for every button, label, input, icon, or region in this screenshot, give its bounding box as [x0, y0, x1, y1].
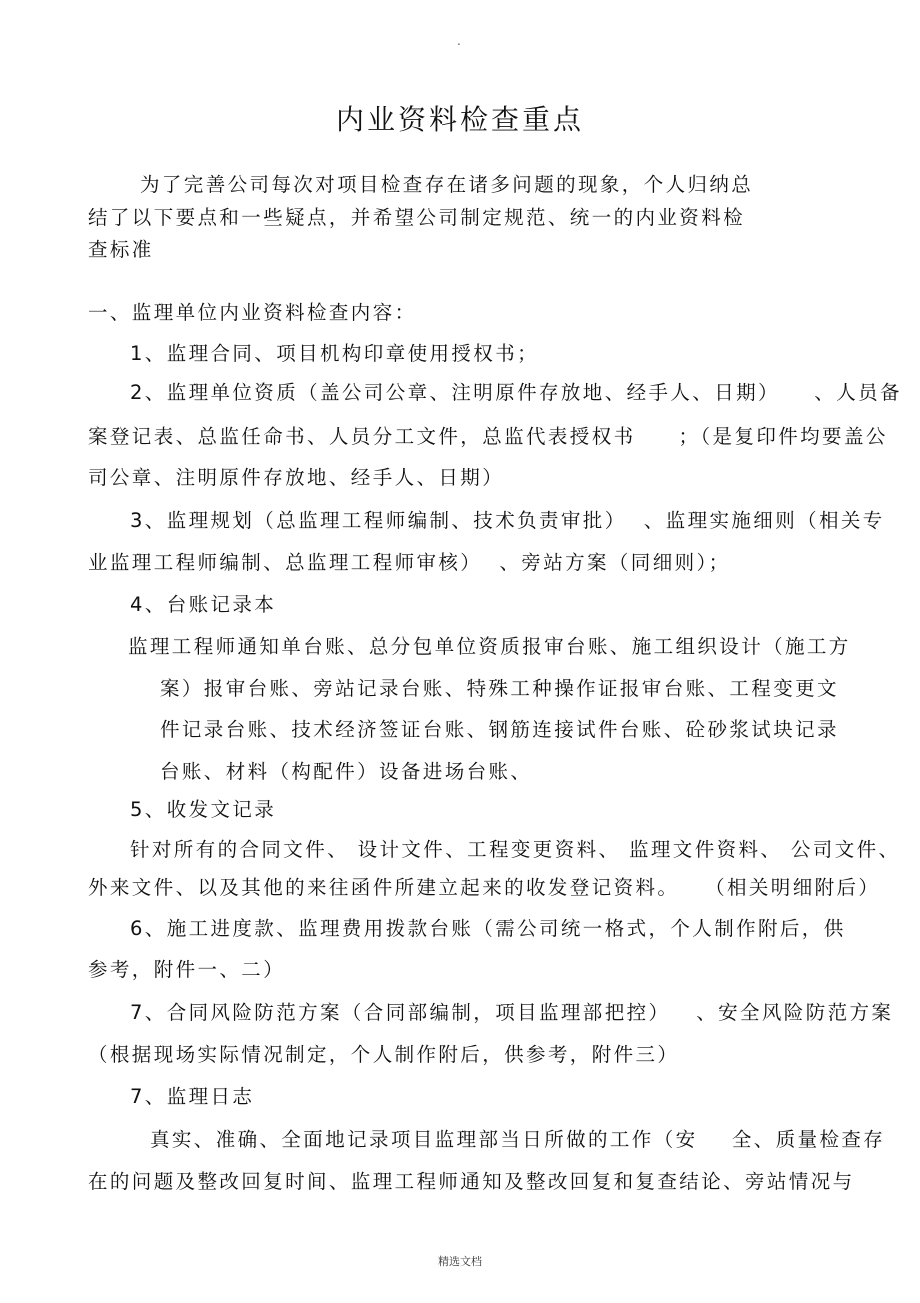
- section-heading: 一、监理单位内业资料检查内容：: [88, 301, 417, 324]
- item-7: 7、合同风险防范方案（合同部编制，项目监理部把控） 、安全风险防范方案: [130, 1001, 894, 1024]
- intro-line: 查标准: [88, 238, 154, 261]
- item-7-diary-cont: 真实、准确、全面地记录项目监理部当日所做的工作（安 全、质量检查存: [150, 1128, 886, 1151]
- item-7-diary: 7、监理日志: [130, 1085, 255, 1108]
- item-4-ledger: 监理工程师通知单台账、总分包单位资质报审台账、施工组织设计（施工方: [128, 635, 851, 658]
- item-5-cont: 针对所有的合同文件、 设计文件、工程变更资料、 监理文件资料、 公司文件、: [130, 838, 901, 861]
- intro-line: 为了完善公司每次对项目检查存在诸多问题的现象，个人归纳总: [140, 173, 754, 196]
- item-3-cont: 业监理工程师编制、总监理工程师审核） 、旁站方案（同细则）；: [88, 551, 731, 574]
- item-5-cont: 外来文件、以及其他的来往函件所建立起来的收发登记资料。 （相关明细附后）: [88, 876, 881, 899]
- item-6: 6、施工进度款、监理费用拨款台账（需公司统一格式，个人制作附后，供: [130, 917, 846, 940]
- intro-line: 结了以下要点和一些疑点，并希望公司制定规范、统一的内业资料检: [88, 206, 746, 229]
- item-2: 2、监理单位资质（盖公司公章、注明原件存放地、经手人、日期） 、人员备: [130, 381, 902, 404]
- item-1: 1、监理合同、项目机构印章使用授权书；: [130, 342, 540, 365]
- document-title: 内业资料检查重点: [335, 103, 584, 136]
- header-mark: .: [457, 34, 461, 48]
- item-7-cont: （根据现场实际情况制定，个人制作附后，供参考，附件三）: [88, 1043, 680, 1066]
- item-7-diary-cont: 在的问题及整改回复时间、监理工程师通知及整改回复和复查结论、旁站情况与: [88, 1170, 855, 1193]
- item-3: 3、监理规划（总监理工程师编制、技术负责审批） 、监理实施细则（相关专: [130, 509, 885, 532]
- item-4-ledger: 件记录台账、技术经济签证台账、钢筋连接试件台账、砼砂浆试块记录: [160, 718, 839, 741]
- item-2-cont: 司公章、注明原件存放地、经手人、日期）: [88, 466, 505, 489]
- item-4: 4、台账记录本: [130, 593, 277, 616]
- item-4-ledger: 台账、材料（构配件）设备进场台账、: [160, 760, 533, 783]
- item-4-ledger: 案）报审台账、旁站记录台账、特殊工种操作证报审台账、工程变更文: [160, 677, 839, 700]
- page-footer: 精选文档: [438, 1255, 482, 1268]
- item-5: 5、收发文记录: [130, 798, 277, 821]
- item-2-cont: 案登记表、总监任命书、人员分工文件，总监代表授权书 ；（是复印件均要盖公: [88, 425, 888, 448]
- item-6-cont: 参考，附件一、二）: [88, 958, 286, 981]
